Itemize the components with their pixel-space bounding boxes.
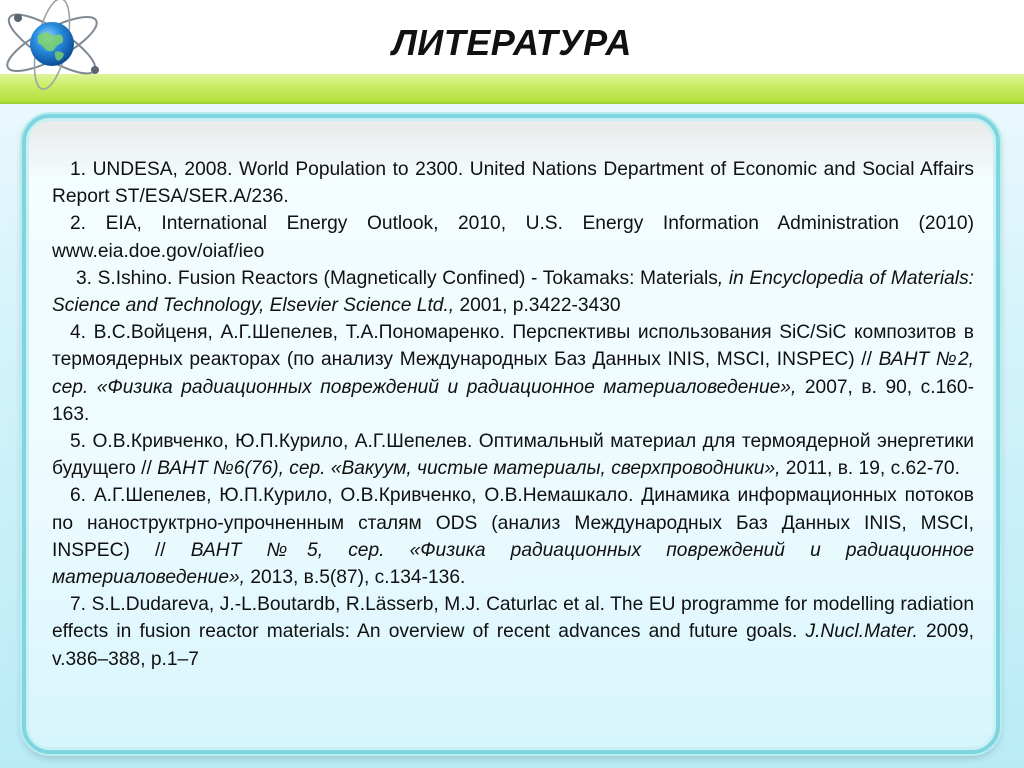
reference-source: ВАНТ №6(76), сер. «Вакуум, чистые материалы, сверхпроводники», <box>157 458 781 480</box>
reference-item <box>52 428 974 482</box>
reference-text: 2. EIA, International Energy Outlook, 2010, U.S. Energy Information Administration (2010) www.eia.doe.gov/oiaf/ieo <box>52 213 974 262</box>
reference-source: J.Nucl.Mater. <box>805 621 918 643</box>
reference-item <box>52 319 974 428</box>
reference-item <box>52 210 974 264</box>
reference-text: 3. S.Ishino. Fusion Reactors (Magnetically Confined) - Tokamaks: Materials <box>76 267 718 289</box>
reference-source: ВАНТ №5, сер. «Физика радиационных повреждений и радиационное материаловедение», <box>52 539 974 589</box>
reference-details: 2011, в. 19, с.62-70. <box>780 458 960 480</box>
page-title: ЛИТЕРАТУРА <box>392 22 632 63</box>
reference-text: 5. О.В.Кривченко, Ю.П.Курило, А.Г.Шепелев. Оптимальный материал для термоядерной энергетики будущего // <box>52 431 974 480</box>
reference-list <box>52 156 974 673</box>
reference-text: 7. S.L.Dudareva, J.-L.Boutardb, R.Lässerb, M.J. Caturlac et al. The EU programme for modelling radiation effects in fusion reactor materials: An overview of recent advances and future goals. <box>52 594 974 643</box>
reference-item <box>52 591 974 673</box>
reference-item <box>52 156 974 210</box>
reference-details: 2013, в.5(87), с.134-136. <box>245 567 466 589</box>
reference-text: 6. А.Г.Шепелев, Ю.П.Курило, О.В.Кривченко, О.В.Немашкало. Динамика информационных потоков по наноструктрно-упрочненным сталям ODS (анализ Международных Баз Данных INIS, MSCI, INSPEC) // <box>52 485 974 561</box>
reference-item <box>52 265 974 319</box>
reference-details: 2009, v.386–388, p.1–7 <box>52 621 974 670</box>
reference-text: 4. В.С.Войценя, А.Г.Шепелев, Т.А.Пономаренко. Перспективы использования SiC/SiC композитов в термоядерных реакторах (по анализу Международных Баз Данных INIS, MSCI, INSPEC) // <box>52 322 974 371</box>
reference-details: 2001, p.3422-3430 <box>454 295 621 317</box>
reference-item <box>52 482 974 591</box>
accent-band <box>0 74 1024 104</box>
reference-text: 1. UNDESA, 2008. World Population to 2300. United Nations Department of Economic and Social Affairs Report ST/ESA/SER.A/236. <box>52 159 974 208</box>
reference-details: 2007, в. 90, с.160-163. <box>52 376 974 425</box>
reference-source: ВАНТ №2, сер. «Физика радиационных повреждений и радиационное материаловедение», <box>52 349 974 398</box>
reference-source: , in Encyclopedia of Materials: Science and Technology, Elsevier Science Ltd., <box>52 267 974 317</box>
